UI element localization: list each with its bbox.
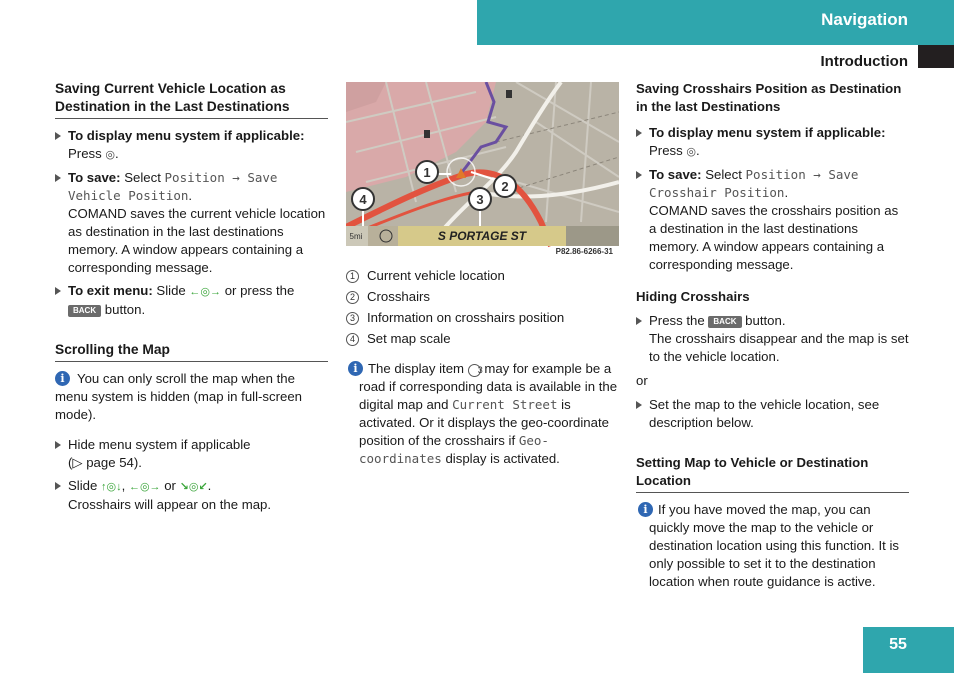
heading-scrolling-map: Scrolling the Map: [55, 341, 328, 362]
legend-number: 4: [346, 333, 359, 346]
bullet-arrow-icon: [55, 287, 61, 295]
heading-set-map-location: Setting Map to Vehicle or Destination Location: [636, 454, 909, 493]
legend-number: 1: [346, 270, 359, 283]
step-display-menu: To display menu system if applicable: Press ◎.: [636, 124, 909, 161]
controller-slide-left-right-icon: ←◎→: [128, 481, 161, 493]
page-reference: (▷ page 54).: [68, 455, 142, 470]
subsection-title: Introduction: [820, 53, 908, 70]
legend-label: Crosshairs: [367, 289, 431, 304]
info-note: [636, 501, 909, 591]
step-text: Slide: [156, 283, 186, 298]
punctuation: .: [784, 185, 789, 200]
step-text: Press: [649, 143, 683, 158]
step-text: button.: [104, 302, 146, 317]
column-right: [636, 80, 909, 597]
callout-4: 4: [359, 192, 367, 207]
step-text: or: [164, 478, 176, 493]
legend-item: [346, 288, 620, 306]
info-text: may for example be a road if corresponding data is available in the digital map and: [359, 361, 618, 412]
column-middle: [346, 80, 620, 474]
legend-list: [346, 267, 620, 348]
info-icon: i: [55, 371, 70, 386]
punctuation: .: [188, 188, 193, 203]
step-label: To exit menu:: [68, 283, 153, 298]
map-scale: 5mi: [349, 232, 363, 241]
info-text: If you have moved the map, you can quickly move the map to the vehicle or destination location using this function. It is only possible to set it to the destination location when route guidance is active.: [649, 502, 899, 589]
step-press-back: [636, 312, 909, 366]
back-button-icon: BACK: [68, 305, 101, 317]
menu-option: Current Street: [452, 397, 558, 412]
legend-item: [346, 267, 620, 285]
step-save: [636, 166, 909, 274]
legend-number: 3: [346, 312, 359, 325]
info-icon: i: [348, 361, 363, 376]
step-label: To display menu system if applicable:: [68, 128, 305, 143]
step-text: Hide menu system if applicable: [68, 437, 251, 452]
page-number-box: [863, 627, 954, 673]
bullet-arrow-icon: [55, 482, 61, 490]
legend-item: [346, 330, 620, 348]
step-text: Slide: [68, 478, 98, 493]
figure-code: P82.86-6266-31: [555, 247, 613, 256]
step-description: COMAND saves the crosshairs position as a destination in the last destinations memory. A window appears containing a corresponding message.: [649, 203, 899, 272]
info-icon: i: [638, 502, 653, 517]
step-hide-menu: [55, 436, 328, 472]
legend-label: Current vehicle location: [367, 268, 505, 283]
info-text: You can only scroll the map when the menu system is hidden (map in full-screen mode).: [55, 371, 303, 422]
info-text: is activated. Or it displays the geo-coordinate position of the crosshairs if: [359, 397, 609, 448]
controller-slide-left-right-icon: ←◎→: [189, 286, 222, 298]
page-number: 55: [889, 636, 907, 653]
callout-2: 2: [501, 179, 509, 194]
step-display-menu: To display menu system if applicable: Press ◎.: [55, 127, 328, 164]
menu-path: Position → Save Vehicle Position: [68, 170, 278, 203]
thumb-tab-marker: [918, 45, 954, 68]
step-slide: Slide ↑◎↓, ←◎→ or ↘◎↙. Crosshairs will appear on the map.: [55, 477, 328, 514]
step-text: Set the map to the vehicle location, see description below.: [649, 397, 880, 430]
menu-option: Geo-coordinates: [359, 433, 549, 466]
step-label: To save:: [68, 170, 121, 185]
controller-slide-up-down-icon: ↑◎↓: [101, 481, 122, 493]
info-note: [346, 360, 620, 468]
step-set-vehicle-location: [636, 396, 909, 432]
info-text: display is activated.: [445, 451, 560, 466]
step-text: or press the: [224, 283, 295, 298]
section-title: Navigation: [821, 10, 908, 29]
step-label: To display menu system if applicable:: [649, 125, 886, 140]
legend-label: Information on crosshairs position: [367, 310, 565, 325]
step-description: The crosshairs disappear and the map is set to the vehicle location.: [649, 331, 909, 364]
controller-slide-diagonal-icon: ↘◎↙: [179, 481, 208, 493]
info-text: The display item: [368, 361, 465, 376]
back-button-icon: BACK: [708, 316, 741, 328]
map-street-name: S PORTAGE ST: [437, 229, 527, 243]
callout-1: 1: [423, 165, 431, 180]
bullet-arrow-icon: [55, 132, 61, 140]
heading-save-vehicle-location: Saving Current Vehicle Location as Destination in the Last Destinations: [55, 80, 328, 119]
legend-item: [346, 309, 620, 327]
heading-save-crosshairs: Saving Crosshairs Position as Destination in the last Destinations: [636, 81, 902, 114]
step-save: [55, 169, 328, 277]
step-description: Crosshairs will appear on the map.: [68, 497, 272, 512]
or-separator: or: [636, 373, 648, 388]
bullet-arrow-icon: [55, 441, 61, 449]
menu-path: Position → Save Crosshair Position: [649, 167, 859, 200]
step-text: Select: [124, 170, 161, 185]
navigation-map-figure: [346, 82, 619, 262]
controller-press-icon: ◎: [686, 146, 696, 158]
step-exit-menu: [55, 282, 328, 319]
bullet-arrow-icon: [55, 174, 61, 182]
bullet-arrow-icon: [636, 317, 642, 325]
step-description: COMAND saves the current vehicle location as destination in the last destinations memory. A window appears containing a corresponding message.: [68, 206, 326, 275]
map-image: [346, 82, 619, 262]
heading-hiding-crosshairs: Hiding Crosshairs: [636, 289, 750, 304]
step-label: To save:: [649, 167, 702, 182]
step-text: Press the: [649, 313, 705, 328]
controller-press-icon: ◎: [105, 149, 115, 161]
bullet-arrow-icon: [636, 171, 642, 179]
bullet-arrow-icon: [636, 401, 642, 409]
legend-number: 2: [346, 291, 359, 304]
callout-3: 3: [476, 192, 484, 207]
column-left: [55, 80, 328, 519]
step-text: Press: [68, 146, 102, 161]
step-text: Select: [705, 167, 742, 182]
bullet-arrow-icon: [636, 129, 642, 137]
step-text: button.: [745, 313, 786, 328]
info-note: [55, 370, 328, 424]
legend-label: Set map scale: [367, 331, 451, 346]
inline-number: 3: [468, 364, 481, 377]
